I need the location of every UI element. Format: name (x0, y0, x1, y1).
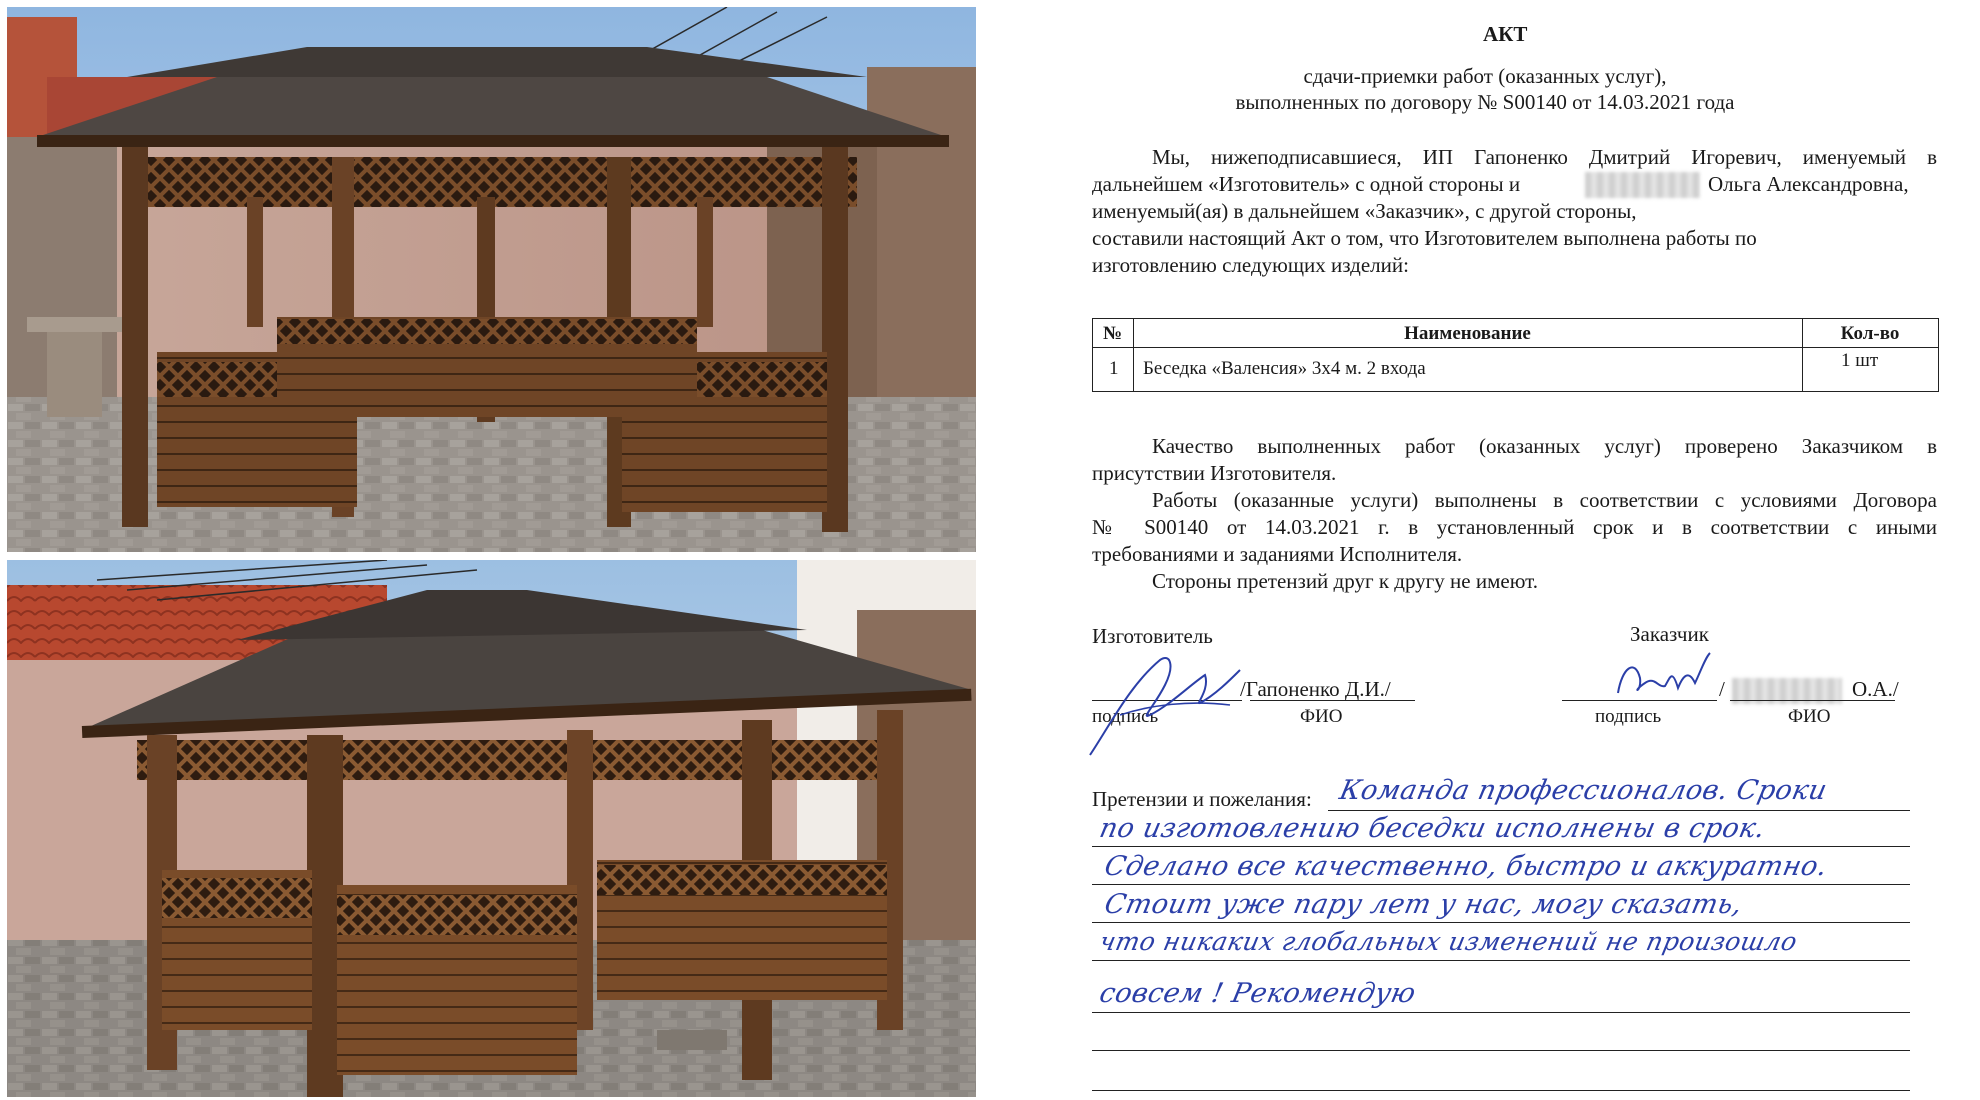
handwritten-line-2: по изготовлению беседки исполнены в срок. (1096, 813, 1769, 844)
no-claims-line: Стороны претензий друг к другу не имеют. (1152, 569, 1538, 593)
handwritten-line-6: совсем ! Рекомендую (1096, 978, 1419, 1009)
intro-line-4: составили настоящий Акт о том, что Изготовителем выполнена работы по (1092, 226, 1757, 250)
customer-signature (1610, 648, 1720, 708)
items-table (1092, 318, 1939, 392)
intro-line-5: изготовлению следующих изделий: (1092, 253, 1409, 277)
customer-name: О.А./ (1852, 677, 1899, 701)
quality-line-2: присутствии Изготовителя. (1092, 461, 1337, 485)
claims-label: Претензии и пожелания: (1092, 787, 1312, 811)
table-header-qty: Кол-во (1840, 323, 1900, 344)
table-cell-qty: 1 шт (1841, 350, 1879, 371)
handwritten-line-1: Команда профессионалов. Сроки (1336, 775, 1830, 806)
document-subtitle-1: сдачи-приемки работ (оказанных услуг), (1303, 64, 1667, 88)
customer-label: Заказчик (1630, 622, 1709, 646)
handwritten-line-4: Стоит уже пару лет у нас, могу сказать, (1101, 889, 1746, 920)
customer-slash: / (1719, 677, 1725, 701)
intro-line-2a: дальнейшем «Изготовитель» с одной стороны и (1092, 172, 1521, 196)
handwritten-line-5: что никаких глобальных изменений не произошло (1096, 927, 1800, 956)
table-header-num: № (1103, 323, 1123, 344)
gazebo-photo-top (7, 7, 976, 552)
works-line-2: № S00140 от 14.03.2021 г. в установленный срок и в соответствии с иными (1092, 515, 1937, 539)
redacted-surname (1585, 172, 1700, 198)
maker-signature (1080, 645, 1250, 765)
handwritten-line-3: Сделано все качественно, быстро и аккуратно. (1101, 851, 1831, 882)
table-cell-name: Беседка «Валенсия» 3х4 м. 2 входа (1143, 358, 1426, 379)
quality-line-1: Качество выполненных работ (оказанных услуг) проверено Заказчиком в (1152, 434, 1937, 458)
maker-label: Изготовитель (1092, 624, 1213, 648)
maker-name: /Гапоненко Д.И./ (1240, 677, 1391, 701)
document-subtitle-2: выполненных по договору № S00140 от 14.03.2021 года (1235, 90, 1735, 114)
maker-sign-caption: подпись (1092, 706, 1159, 727)
customer-sign-caption: подпись (1595, 706, 1662, 727)
table-cell-num: 1 (1109, 358, 1119, 379)
document-title: АКТ (1483, 22, 1528, 46)
intro-line-1: Мы, нижеподписавшиеся, ИП Гапоненко Дмитрий Игоревич, именуемый в (1152, 145, 1937, 169)
works-line-1: Работы (оказанные услуги) выполнены в соответствии с условиями Договора (1152, 488, 1937, 512)
acceptance-act-document (990, 0, 1980, 1100)
intro-line-3: именуемый(ая) в дальнейшем «Заказчик», с другой стороны, (1092, 199, 1637, 223)
intro-line-2b: Ольга Александровна, (1708, 172, 1909, 196)
maker-fio-caption: ФИО (1300, 706, 1343, 727)
table-header-name: Наименование (1404, 323, 1531, 344)
works-line-3: требованиями и заданиями Исполнителя. (1092, 542, 1463, 566)
gazebo-photo-bottom (7, 560, 976, 1097)
customer-fio-caption: ФИО (1788, 706, 1831, 727)
